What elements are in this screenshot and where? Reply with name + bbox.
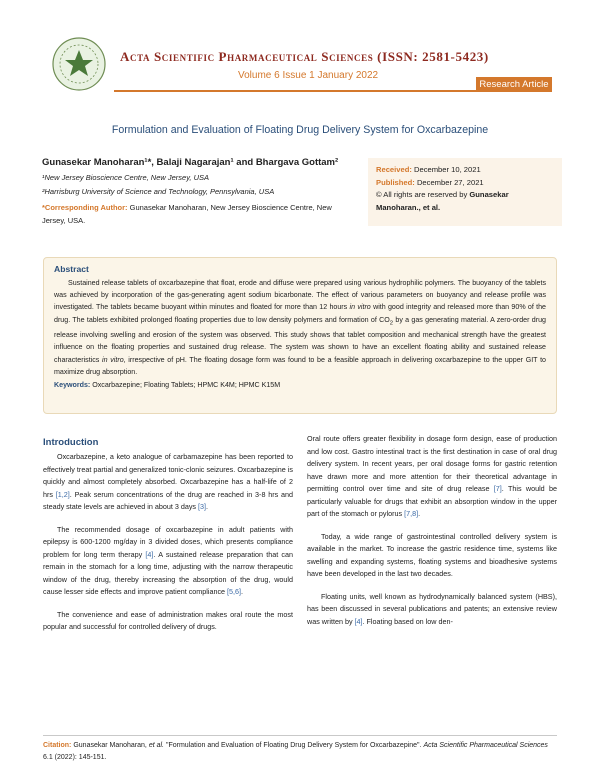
- corresponding-text: Gunasekar Manoharan, New Jersey Bioscience Centre, New Jersey, USA.: [42, 203, 332, 225]
- abstract-text-part: by a gas generating material. A zero-order drug release involving swelling and erosion of the system was observed. This study shows that tablet composition and mechanical strength have the greatest influence on the floating properties and sustained drug release. The system was shown to have an excellent floating ability and sustained release characteristics: [54, 315, 546, 364]
- abstract-box: [43, 257, 557, 414]
- text-run: . A sustained release preparation that can remain in the stomach for a long time, adjusting with the narrow therapeutic window of the drug, thereby increasing the absorption of the drug, would cause lesser side effects and improve patient compliance: [43, 549, 294, 596]
- journal-logo: [51, 36, 107, 92]
- keywords-text: Oxcarbazepine; Floating Tablets; HPMC K4M; HPMC K15M: [90, 381, 281, 390]
- corresponding-author: [42, 202, 342, 227]
- reference-link[interactable]: [7]: [493, 484, 502, 493]
- right-column: [307, 433, 557, 638]
- abstract-subscript: 2: [389, 320, 394, 327]
- abstract-italic: in vitro: [102, 355, 124, 364]
- citation-journal: Acta Scientific Pharmaceutical Sciences: [423, 742, 548, 749]
- issue-info: Volume 6 Issue 1 January 2022: [238, 70, 379, 81]
- reference-link[interactable]: [4]: [145, 549, 154, 559]
- text-run: .: [206, 502, 209, 511]
- citation-label: Citation:: [43, 742, 72, 749]
- paragraph: [43, 451, 293, 514]
- text-run: . Floating based on low den-: [362, 616, 453, 626]
- affiliation-2: ²Harrisburg University of Science and Technology, Pennsylvania, USA: [42, 187, 275, 196]
- left-column: [43, 451, 293, 644]
- article-title: Formulation and Evaluation of Floating Drug Delivery System for Oxcarbazepine: [111, 124, 489, 136]
- paragraph: [43, 524, 293, 599]
- rights-text: © All rights are reserved by: [376, 190, 470, 199]
- text-run: . This would be particularly valuable for drugs that exhibit an absorption window in the upper part of the stomach or pylorus: [307, 484, 558, 518]
- abstract-text-part: Sustained release tablets of oxcarbazepine that float, erode and diffuse were prepared using various hydrophilic polymers. The buoyancy of the tablets was achieved by incorporation of the gas-generating agent sodium bicarbonate. The effect of various parameters on buoyancy and release profile was investigated. The tablets became buoyant within minutes and floated for more than 12 hours: [54, 279, 546, 312]
- reference-link[interactable]: [4]: [354, 616, 363, 626]
- abstract-text-part: with good integrity and released more than 90% of the drug. The tablets exhibited prolonged floating properties due to low density polymers and formation of CO: [54, 303, 547, 324]
- text-run: . Peak serum concentrations of the drug are reached in 3-8 hrs and steady state levels are achieved in about 3 days: [43, 489, 293, 511]
- keywords: [54, 381, 546, 389]
- text-run: .: [418, 509, 421, 518]
- journal-title: Acta Scientific Pharmaceutical Sciences (ISSN: 2581-5423): [120, 49, 489, 64]
- text-run: Floating units, well known as hydrodynamically balanced system (HBS), has been discussed in several publications and patents; an extensive review was written by: [307, 591, 557, 626]
- affiliation-1: ¹New Jersey Bioscience Centre, New Jersey, USA: [42, 173, 209, 182]
- received-label: Received:: [376, 165, 412, 174]
- paragraph: [307, 591, 557, 629]
- paragraph: Today, a wide range of gastrointestinal controlled delivery system is available in the market. To increase the gastric residence time, systems like swelling and expanding systems, floating systems and bioadhesive systems have been developed in the last two decades.: [307, 531, 557, 578]
- reference-link[interactable]: [5,6]: [227, 587, 242, 596]
- published-date: December 27, 2021: [414, 177, 484, 187]
- introduction-heading: Introduction: [43, 437, 99, 448]
- abstract-heading: Abstract: [54, 264, 89, 274]
- keywords-label: Keywords:: [54, 381, 91, 390]
- paragraph: The convenience and ease of administration makes oral route the most popular and successful for controlled delivery of drugs.: [43, 609, 293, 631]
- corresponding-label: *Corresponding Author:: [42, 203, 128, 212]
- citation-etal: et al.: [148, 742, 165, 749]
- text-run: Oxcarbazepine, a keto analogue of carbamazepine has been reported to effectively treat partial and generalized tonic-clonic seizures. Oxcarbazepine is quickly and almost completely absorbed. Oxcarbazepine has a half-life of 2 hrs: [43, 452, 293, 499]
- text-run: Oral route offers greater flexibility in dosage form design, ease of production and low cost. Gastro intestinal tract is the first destination in case of oral drug delivery system. In recent years, per oral dosage forms for gastric retention have drawn more and more attention for their theoretical advantage in permitting control over time and site of drug release: [307, 434, 557, 493]
- reference-link[interactable]: [3]: [198, 502, 207, 511]
- text-run: .: [241, 587, 244, 596]
- published-label: Published:: [376, 177, 415, 187]
- received-date: December 10, 2021: [411, 165, 481, 174]
- abstract-text: [54, 277, 546, 378]
- received-line: [376, 164, 554, 177]
- reference-link[interactable]: [1,2]: [55, 489, 70, 499]
- rights-line: [376, 189, 554, 214]
- footer-rule: [43, 735, 557, 736]
- citation: [43, 740, 557, 763]
- citation-volume: 6.1 (2022): 145-151.: [43, 753, 107, 761]
- dates-box: [368, 158, 562, 226]
- abstract-italic: in vitro: [349, 303, 371, 312]
- published-line: [376, 177, 554, 190]
- rights-holder: Gunasekar Manoharan., et al.: [376, 190, 509, 212]
- reference-link[interactable]: [7,8]: [404, 509, 419, 518]
- citation-authors: Gunasekar Manoharan,: [71, 742, 149, 749]
- author-list: Gunasekar Manoharan¹*, Balaji Nagarajan¹ and Bhargava Gottam²: [42, 157, 339, 168]
- abstract-text-part: , irrespective of pH. The floating dosage form was found to be a feasible approach in delivering oxcarbazepine to the upper GIT to maximize drug absorption.: [54, 355, 546, 376]
- article-type-badge: Research Article: [476, 77, 552, 92]
- text-run: The recommended dosage of oxcarbazepine in adult patients with epilepsy is 600-1200 mg/day in 3 divided doses, which presents compliance problem for long term therapy: [43, 524, 293, 559]
- citation-title: "Formulation and Evaluation of Floating Drug Delivery System for Oxcarbazepine".: [164, 742, 424, 749]
- paragraph: [307, 433, 557, 521]
